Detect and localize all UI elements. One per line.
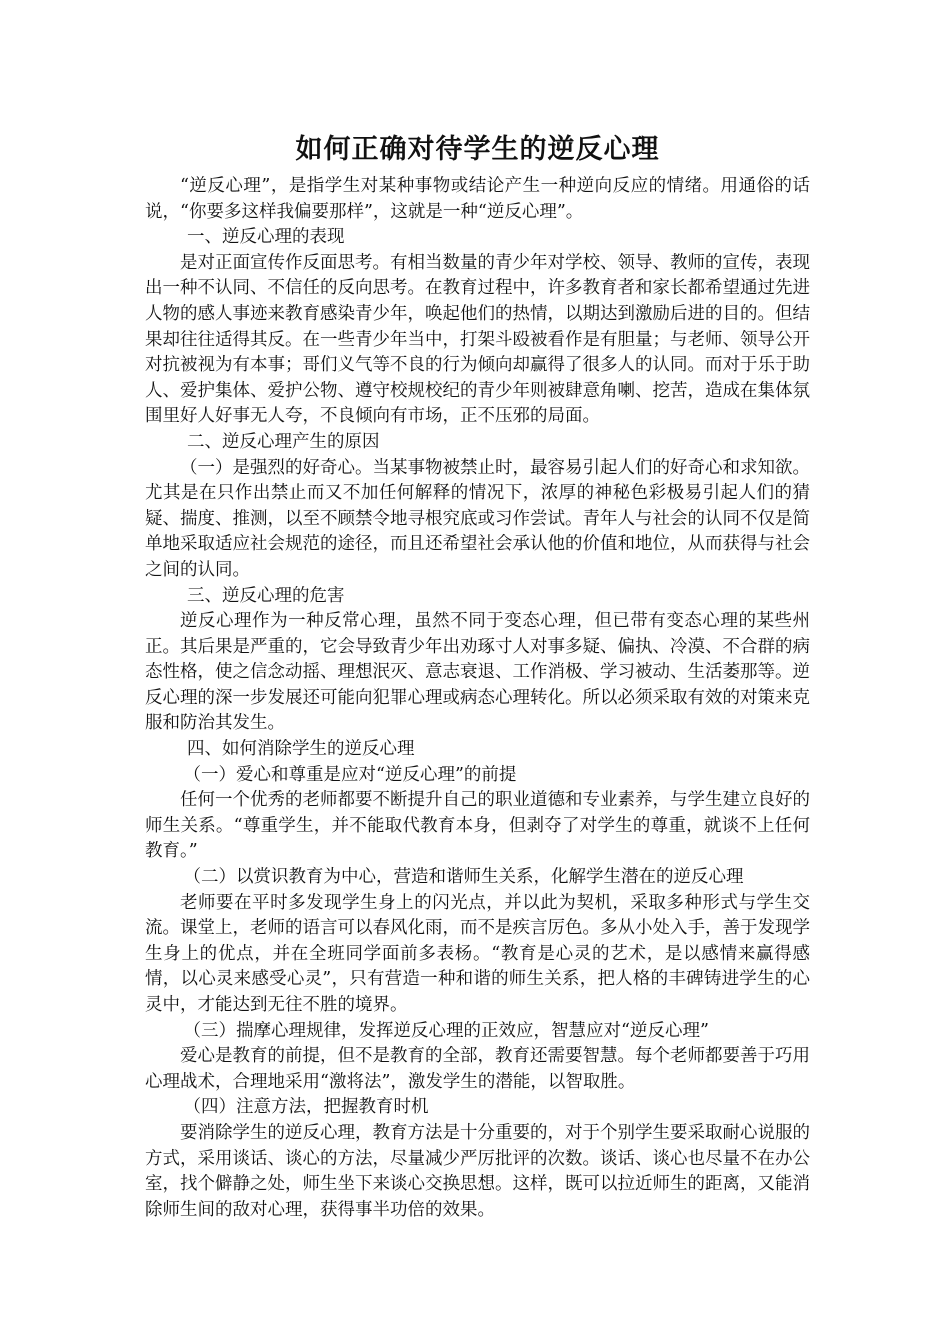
section-heading: 一、逆反心理的表现 (187, 227, 345, 248)
subsection-heading: （三）揣摩心理规律，发挥逆反心理的正效应，智慧应对“逆反心理” (183, 1020, 709, 1041)
subsection-heading: （四）注意方法，把握教育时机 (183, 1097, 429, 1118)
body-paragraph: 爱心是教育的前提，但不是教育的全部，教育还需要智慧。每个老师都要善于巧用心理战术，合理地采用“激将法”，激发学生的潜能，以智取胜。 (145, 1046, 810, 1092)
document-body (145, 174, 810, 1223)
subsection-heading: （一）爱心和尊重是应对“逆反心理”的前提 (183, 764, 517, 785)
document-title: 如何正确对待学生的逆反心理 (295, 134, 660, 165)
section-heading: 四、如何消除学生的逆反心理 (187, 739, 415, 760)
body-paragraph: 逆反心理作为一种反常心理，虽然不同于变态心理，但已带有变态心理的某些州正。其后果是严重的，它会导致青少年出劝琢寸人对事多疑、偏执、冷漠、不合群的病态性格，使之信念动摇、理想泯灭、意志衰退、工作消极、学习被动、生活萎那等。逆反心理的深一步发展还可能向犯罪心理或病态心理转化。所以必须采取有效的对策来克服和防治其发生。 (145, 611, 810, 734)
section-heading: 三、逆反心理的危害 (187, 585, 345, 606)
section-heading: 二、逆反心理产生的原因 (187, 431, 380, 452)
body-paragraph: “逆反心理”，是指学生对某种事物或结论产生一种逆向反应的情绪。用通俗的话说，“你要多这样我偏要那样”，这就是一种“逆反心理”。 (145, 176, 810, 222)
body-paragraph: 是对正面宣传作反面思考。有相当数量的青少年对学校、领导、教师的宣传，表现出一种不认同、不信任的反向思考。在教育过程中，许多教育者和家长都希望通过先进人物的感人事迹来教育感染青少年，唤起他们的热情，以期达到激励后进的目的。但结果却往往适得其反。在一些青少年当中，打架斗殴被看作是有胆量；与老师、领导公开对抗被视为有本事；哥们义气等不良的行为倾向却赢得了很多人的认同。而对于乐于助人、爱护集体、爱护公物、遵守校规校纪的青少年则被肆意角喇、挖苦，造成在集体氛围里好人好事无人夸，不良倾向有市场，正不压邪的局面。 (145, 252, 810, 427)
body-paragraph: 任何一个优秀的老师都要不断提升自己的职业道德和专业素养，与学生建立良好的师生关系。“尊重学生，并不能取代教育本身，但剥夺了对学生的尊重，就谈不上任何教育。” (145, 790, 810, 862)
subsection-heading: （二）以赏识教育为中心，营造和谐师生关系，化解学生潜在的逆反心理 (183, 867, 744, 888)
document-page (145, 132, 810, 1223)
body-paragraph: 老师要在平时多发现学生身上的闪光点，并以此为契机，采取多种形式与学生交流。课堂上，老师的语言可以春风化雨，而不是疾言厉色。多从小处入手，善于发现学生身上的优点，并在全班同学面前多表杨。“教育是心灵的艺术，是以感情来赢得感情，以心灵来感受心灵”，只有营造一种和谐的师生关系，把人格的丰碑铸进学生的心灵中，才能达到无往不胜的境界。 (145, 892, 810, 1015)
body-paragraph: （一）是强烈的好奇心。当某事物被禁止时，最容易引起人们的好奇心和求知欲。尤其是在只作出禁止而又不加任何解释的情况下，浓厚的神秘色彩极易引起人们的猜疑、揣度、推测，以至不顾禁令地寻根究底或习作尝试。青年人与社会的认同不仅是简单地采取适应社会规范的途径，而且还希望社会承认他的价值和地位，从而获得与社会之间的认同。 (145, 457, 810, 580)
body-paragraph: 要消除学生的逆反心理，教育方法是十分重要的，对于个别学生要采取耐心说服的方式，采用谈话、谈心的方法，尽量减少严厉批评的次数。谈话、谈心也尽量不在办公室，找个僻静之处，师生坐下来谈心交换思想。这样，既可以拉近师生的距离，又能消除师生间的敌对心理，获得事半功倍的效果。 (145, 1122, 810, 1220)
